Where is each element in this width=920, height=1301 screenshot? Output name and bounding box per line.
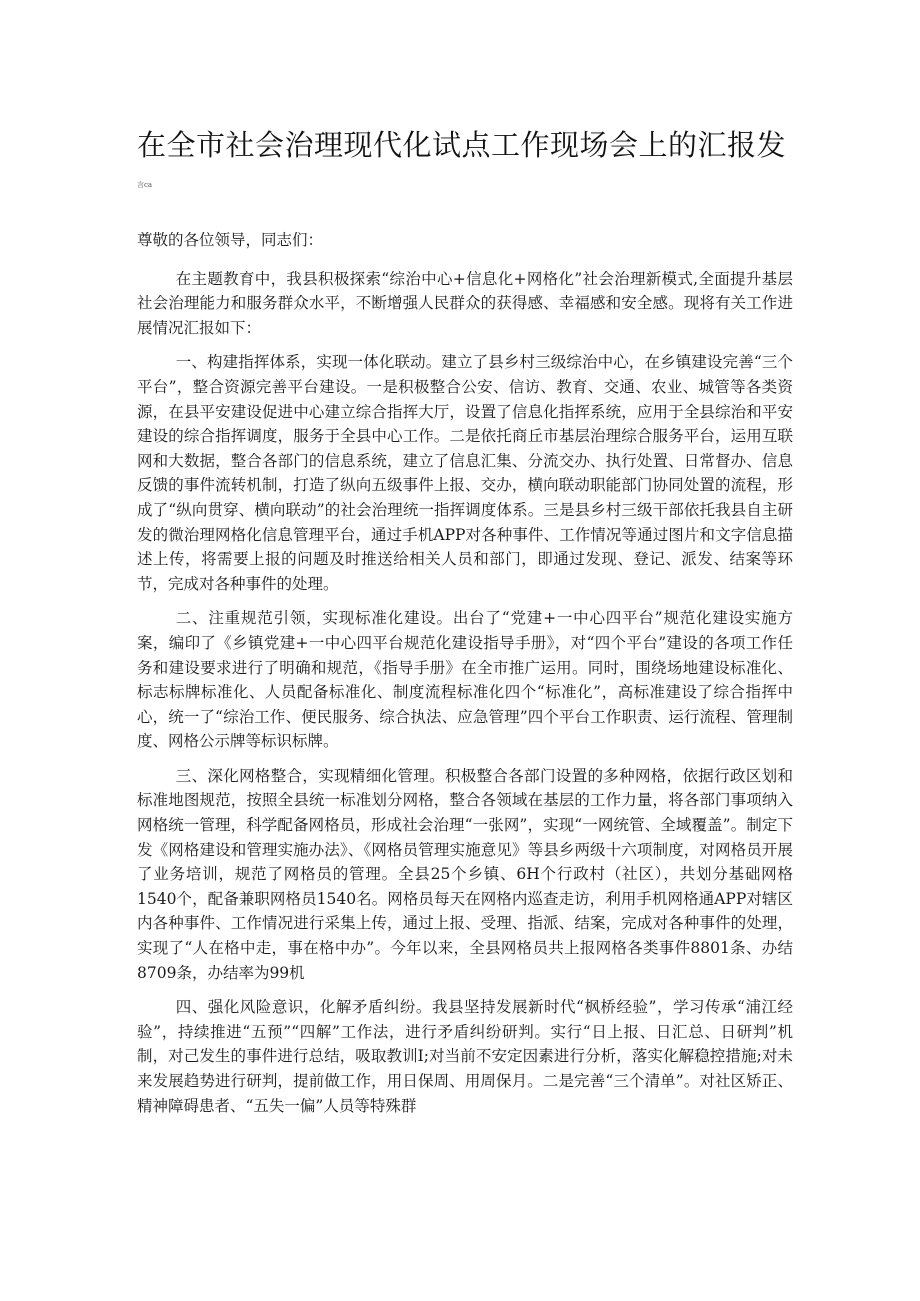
greeting: 尊敬的各位领导，同志们：: [137, 231, 324, 249]
paragraph-intro: 在主题教育中，我县积极探索“综治中心+信息化+网格化”社会治理新模式,全面提升基层社会治理能力和服务群众水平，不断增强人民群众的获得感、幸福感和安全感。现将有关工作进展情况汇报如下：: [137, 269, 793, 337]
document-body: [137, 228, 793, 1128]
paragraph-section-4: 四、强化风险意识，化解矛盾纠纷。我县坚持发展新时代“枫桥经验”，学习传承“浦江经验”，持续推进“五预”“四解”工作法，进行矛盾纠纷研判。实行“日上报、日汇总、日研判”机制，对己发生的事件进行总结，吸取教训I;对当前不安定因素进行分析，落实化解稳控措施;对未来发展趋势进行研判，提前做工作，用日保周、用周保月。二是完善“三个清单”。对社区矫正、精神障碍患者、“五失一偏”人员等特殊群: [137, 998, 793, 1115]
paragraph-section-2: 二、注重规范引领，实现标准化建设。出台了“党建+一中心四平台”规范化建设实施方案，编印了《乡镇党建+一中心四平台规范化建设指导手册》，对“四个平台”建设的各项工作任务和建设要求进行了明确和规范，《指导手册》在全市推广运用。同时，围绕场地建设标准化、标志标牌标准化、人员配备标准化、制度流程标准化四个“标准化”，高标准建设了综合指挥中心，统一了“综治工作、便民服务、综合执法、应急管理”四个平台工作职责、运行流程、管理制度、网格公示牌等标识标牌。: [137, 609, 793, 751]
paragraph-section-1: 一、构建指挥体系，实现一体化联动。建立了县乡村三级综治中心，在乡镇建设完善“三个平台”，整合资源完善平台建设。一是积极整合公安、信访、教育、交通、农业、城管等各类资源，在县平安建设促进中心建立综合指挥大厅，设置了信息化指挥系统，应用于全县综治和平安建设的综合指挥调度，服务于全县中心工作。二是依托商丘市基层治理综合服务平台，运用互联网和大数据，整合各部门的信息系统，建立了信息汇集、分流交办、执行处置、日常督办、信息反馈的事件流转机制，打造了纵向五级事件上报、交办，横向联动职能部门协同处置的流程，形成了“纵向贯穿、横向联动”的社会治理统一指挥调度体系。三是县乡村三级干部依托我县自主研发的微治理网格化信息管理平台，通过手机APP对各种事件、工作情况等通过图片和文字信息描述上传，将需要上报的问题及时推送给相关人员和部门，即通过发现、登记、派发、结案等环节，完成对各种事件的处理。: [137, 353, 793, 593]
document-subtitle: 言ca: [137, 181, 153, 189]
paragraph-section-3: 三、深化网格整合，实现精细化管理。积极整合各部门设置的多种网格，依据行政区划和标准地图规范，按照全县统一标准划分网格，整合各领域在基层的工作力量，将各部门事项纳入网格统一管理，科学配备网格员，形成社会治理“一张网”，实现“一网统管、全域覆盖”。制定下发《网格建设和管理实施办法》、《网格员管理实施意见》等县乡两级十六项制度，对网格员开展了业务培训，规范了网格员的管理。全县25个乡镇、6H个行政村（社区），共划分基础网格1540个，配备兼职网格员1540名。网格员每天在网格内巡查走访，利用手机网格通APP对辖区内各种事件、工作情况进行采集上传，通过上报、受理、指派、结案，完成对各种事件的处理，实现了“人在格中走，事在格中办”。今年以来，全县网格员共上报网格各类事件8801条、办结8709条，办结率为99机: [137, 766, 793, 982]
document-title: 在全市社会治理现代化试点工作现场会上的汇报发: [137, 128, 787, 162]
